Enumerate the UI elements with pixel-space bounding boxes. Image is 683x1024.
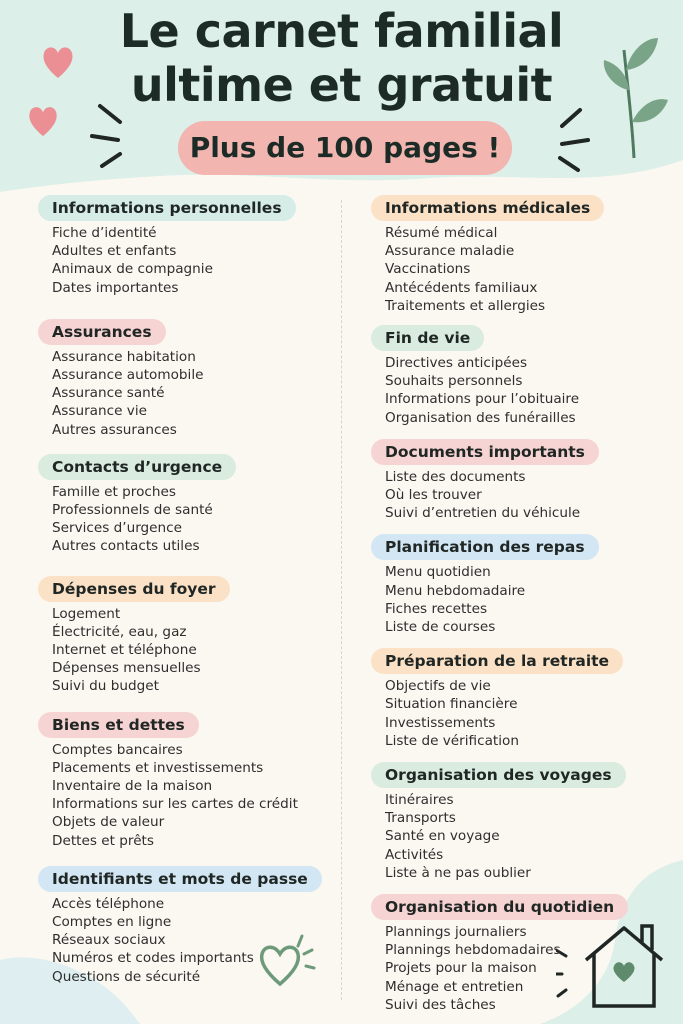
list-item: Investissements [385,714,496,731]
list-item: Vaccinations [385,261,471,278]
section-planification-des-repas [371,534,671,636]
list-item: Dettes et prêts [52,832,154,849]
subtitle-badge: Plus de 100 pages ! [178,121,512,175]
list-item: Assurance maladie [385,243,515,260]
section-informations-medicales [371,195,671,315]
section-title: Identifiants et mots de passe [38,866,322,892]
list-item: Santé en voyage [385,828,500,845]
section-title: Organisation du quotidien [371,894,628,920]
section-informations-personnelles [38,195,338,297]
section-title: Assurances [38,319,166,345]
section-title: Documents importants [371,439,599,465]
title-line-1: Le carnet familial [119,4,564,58]
list-item: Animaux de compagnie [52,261,213,278]
list-item: Informations sur les cartes de crédit [52,796,298,813]
list-item: Services d’urgence [52,520,183,537]
section-preparation-retraite [371,648,671,750]
list-item: Plannings hebdomadaires [385,942,561,959]
list-item: Menu quotidien [385,564,491,581]
list-item: Électricité, eau, gaz [52,623,187,640]
section-title: Organisation des voyages [371,762,626,788]
sparkle-lines-icon [88,100,128,170]
section-fin-de-vie [371,325,671,427]
leaf-branch-icon [596,30,672,160]
list-item: Suivi d’entretien du véhicule [385,505,581,522]
list-item: Famille et proches [52,483,176,500]
list-item: Ménage et entretien [385,978,524,995]
heart-icon [40,42,76,82]
list-item: Réseaux sociaux [52,932,166,949]
list-item: Assurance santé [52,385,165,402]
list-item: Organisation des funérailles [385,409,576,426]
list-item: Activités [385,846,444,863]
list-item: Liste de vérification [385,732,519,749]
section-depenses-du-foyer [38,576,338,696]
title-line-2: ultime et gratuit [130,58,553,112]
sparkle-lines-icon [552,104,592,174]
list-item: Souhaits personnels [385,373,523,390]
list-item: Accès téléphone [52,895,165,912]
list-item: Menu hebdomadaire [385,582,526,599]
section-identifiants [38,866,338,986]
right-column [371,195,671,1014]
list-item: Antécédents familiaux [385,279,538,296]
list-item: Suivi du budget [52,678,159,695]
list-item: Dépenses mensuelles [52,660,201,677]
list-item: Internet et téléphone [52,642,197,659]
list-item: Fiche d’identité [52,225,157,241]
list-item: Liste à ne pas oublier [385,864,531,881]
section-documents-importants [371,439,671,523]
list-item: Questions de sécurité [52,968,201,985]
section-title: Préparation de la retraite [371,648,623,674]
list-item: Logement [52,605,121,622]
column-divider [341,200,342,1000]
list-item: Assurance automobile [52,367,204,384]
list-item: Fiches recettes [385,600,488,617]
list-item: Objectifs de vie [385,678,491,695]
section-organisation-du-quotidien [371,894,671,1014]
section-assurances [38,319,338,439]
left-column [38,195,338,986]
list-item: Projets pour la maison [385,960,537,977]
section-organisation-des-voyages [371,762,671,882]
list-item: Assurance habitation [52,348,196,365]
list-item: Transports [385,810,456,827]
section-title: Fin de vie [371,325,484,351]
list-item: Autres assurances [52,421,177,438]
list-item: Autres contacts utiles [52,538,200,555]
list-item: Directives anticipées [385,355,528,372]
page-title [0,4,683,112]
list-item: Situation financière [385,696,518,713]
list-item: Informations pour l’obituaire [385,391,580,408]
list-item: Plannings journaliers [385,924,527,941]
section-title: Biens et dettes [38,712,199,738]
section-title: Dépenses du foyer [38,576,230,602]
section-title: Informations médicales [371,195,604,221]
section-title: Informations personnelles [38,195,296,221]
list-item: Adultes et enfants [52,243,177,260]
list-item: Comptes bancaires [52,741,183,758]
section-biens-et-dettes [38,712,338,850]
list-item: Liste de courses [385,619,496,636]
list-item: Liste des documents [385,468,526,485]
section-contacts-urgence [38,454,338,556]
list-item: Suivi des tâches [385,996,496,1013]
list-item: Itinéraires [385,792,454,809]
list-item: Où les trouver [385,487,482,504]
list-item: Assurance vie [52,403,147,420]
list-item: Résumé médical [385,225,498,241]
list-item: Dates importantes [52,279,179,296]
list-item: Professionnels de santé [52,502,213,519]
list-item: Traitements et allergies [385,297,546,314]
list-item: Numéros et codes importants [52,950,254,967]
list-item: Comptes en ligne [52,914,172,931]
list-item: Inventaire de la maison [52,778,213,795]
list-item: Objets de valeur [52,814,165,831]
heart-icon [26,102,60,140]
list-item: Placements et investissements [52,759,264,776]
section-title: Contacts d’urgence [38,454,236,480]
section-title: Planification des repas [371,534,599,560]
